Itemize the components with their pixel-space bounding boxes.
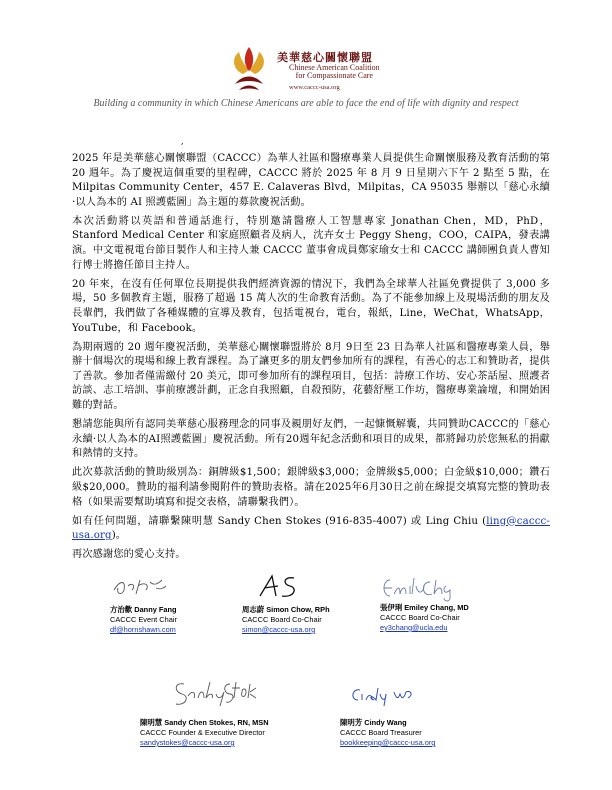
letter-body xyxy=(72,152,550,567)
paragraph-contact xyxy=(72,515,550,544)
signature-block-cindy-wang xyxy=(340,676,460,746)
contact-text: 如有任何問題，請聯繫陳明慧 Sandy Chen Stokes (916-835-4007) 或 Ling Chiu ( xyxy=(72,515,487,527)
signer-name: 陳明芳 Cindy Wang xyxy=(340,718,407,727)
signature-block-sandy-stokes xyxy=(140,676,300,746)
paragraph-sponsor-levels: 此次募款活動的贊助級別為：銅牌級$1,500；銀牌級$3,000；金牌級$5,000；白金級$10,000；鑽石級$20,000。贊助的福利請參閱附件的贊助表格。請在2025年6月30日之前在線提交填寫完整的贊助表格（如果需要幫助填寫和提交表格，請聯繫我們）。 xyxy=(72,467,550,508)
signature-block-simon-chow xyxy=(242,572,367,638)
contact-email-link[interactable]: ling@caccc-usa.org xyxy=(72,515,550,542)
org-name-english-line1: Chinese American Coalition xyxy=(289,63,380,72)
contact-text-end: )。 xyxy=(111,530,127,542)
paragraph-speakers: 本次活動將以英語和普通話進行，特別邀請醫療人工智慧專家 Jonathan Chen，MD，PhD，Stanford Medical Center 和家庭照顧者及病人，沈卉女士 Peggy Sheng，COO，CAIPA，發表講演。中文電視電台節目製作人和主持人兼 CACCC 董事會成員鄭家瑜女士和 CACCC 講師團負責人曹知行博士將擔任節目主持人。 xyxy=(72,215,550,271)
signer-email[interactable]: sandystokes@caccc-usa.org xyxy=(140,738,235,747)
paragraph-thanks: 再次感謝您的愛心支持。 xyxy=(72,549,186,561)
signer-email[interactable]: df@hornshawn.com xyxy=(110,625,176,634)
paragraph-history: 20 年來，在沒有任何單位長期提供我們經濟資源的情況下，我們為全球華人社區免費提供了 3,000 多場，50 多個教育主題，服務了超過 15 萬人次的生命教育活動。為了不能參加線上及現場活動的朋友及長輩們，我們做了各種媒體的宣導及教育，包括電視台，電台，報紙，Line，WeChat，WhatsApp，YouTube，和 Facebook。 xyxy=(72,278,550,334)
signer-title: CACCC Board Treasurer xyxy=(340,728,422,737)
signer-name: 陳明慧 Sandy Chen Stokes, RN, MSN xyxy=(140,718,269,727)
tagline: Building a community in which Chinese Americans are able to face the end of life with dignity and respect xyxy=(93,98,519,109)
org-url[interactable]: www.caccc-usa.org xyxy=(289,84,340,91)
stray-mark: , xyxy=(181,137,184,146)
paragraph-events: 為期兩週的 20 週年慶祝活動，美華慈心關懷聯盟將於 8月 9日至 23 日為華人社區和醫療專業人員，舉辦十個場次的現場和線上教育課程。為了讓更多的朋友們參加所有的課程，有善心的志工和贊助者，提供了善款。參加者僅需繳付 20 美元，即可參加所有的課程項目，包括：詩療工作坊、安心茶話屋、照護者訪談、志工培訓、事前療護計劃，正念自我照顧，自殺預防，花藝舒壓工作坊，醫療專業論壇，和開始困難的對話。 xyxy=(72,341,550,411)
signer-title: CACCC Board Co-Chair xyxy=(380,613,460,622)
handwritten-signature-danny-fang xyxy=(110,572,170,602)
handwritten-signature-emiley-chang xyxy=(380,574,460,602)
signature-block-danny-fang xyxy=(110,572,230,638)
signer-name: 張伊琍 Emiley Chang, MD xyxy=(380,603,469,612)
handwritten-signature-cindy-wang xyxy=(348,684,418,708)
signer-email[interactable]: bookkeeping@caccc-usa.org xyxy=(340,738,436,747)
org-name-english-line2: for Compassionate Care xyxy=(295,71,373,80)
lotus-hands-logo-icon xyxy=(225,44,279,94)
org-name-chinese: 美華慈心關懷聯盟 xyxy=(277,51,373,64)
handwritten-signature-simon-chow xyxy=(254,572,304,602)
signer-title: CACCC Board Co-Chair xyxy=(242,615,322,624)
signature-block-emiley-chang xyxy=(380,572,500,638)
paragraph-appeal: 懇請您能與所有認同美華慈心服務理念的同事及親朋好友們，一起慷慨解囊，共同贊助CACCC的「慈心永續·以人為本的AI照護藍圖」慶祝活動。所有20週年紀念活動和項目的成果，都將歸功於您無私的捐獻和熱情的支持。 xyxy=(72,419,550,460)
signer-email[interactable]: simon@caccc-usa.org xyxy=(242,625,316,634)
org-logo xyxy=(225,44,395,94)
signer-title: CACCC Event Chair xyxy=(110,615,177,624)
handwritten-signature-sandy-stokes xyxy=(170,676,260,710)
letterhead xyxy=(0,0,612,120)
signer-title: CACCC Founder & Executive Director xyxy=(140,728,265,737)
signer-name: 方治歡 Danny Fang xyxy=(110,605,177,614)
signer-name: 周志蔚 Simon Chow, RPh xyxy=(242,605,330,614)
org-name-english xyxy=(289,64,380,80)
signer-email[interactable]: ey3chang@ucla.edu xyxy=(380,623,448,632)
paragraph-anniversary: 2025 年是美華慈心關懷聯盟（CACCC）為華人社區和醫療專業人員提供生命關懷服務及教育活動的第 20 週年。為了慶祝這個重要的里程碑，CACCC 將於 2025 年 8 月 9 日星期六下午 2 點至 5 點，在 Milpitas Community Center，457 E. Calaveras Blvd，Milpitas，CA 95035 舉辦以「慈心永續·以人為本的 AI 照護藍圖」為主題的募款慶祝活動。 xyxy=(72,153,550,208)
